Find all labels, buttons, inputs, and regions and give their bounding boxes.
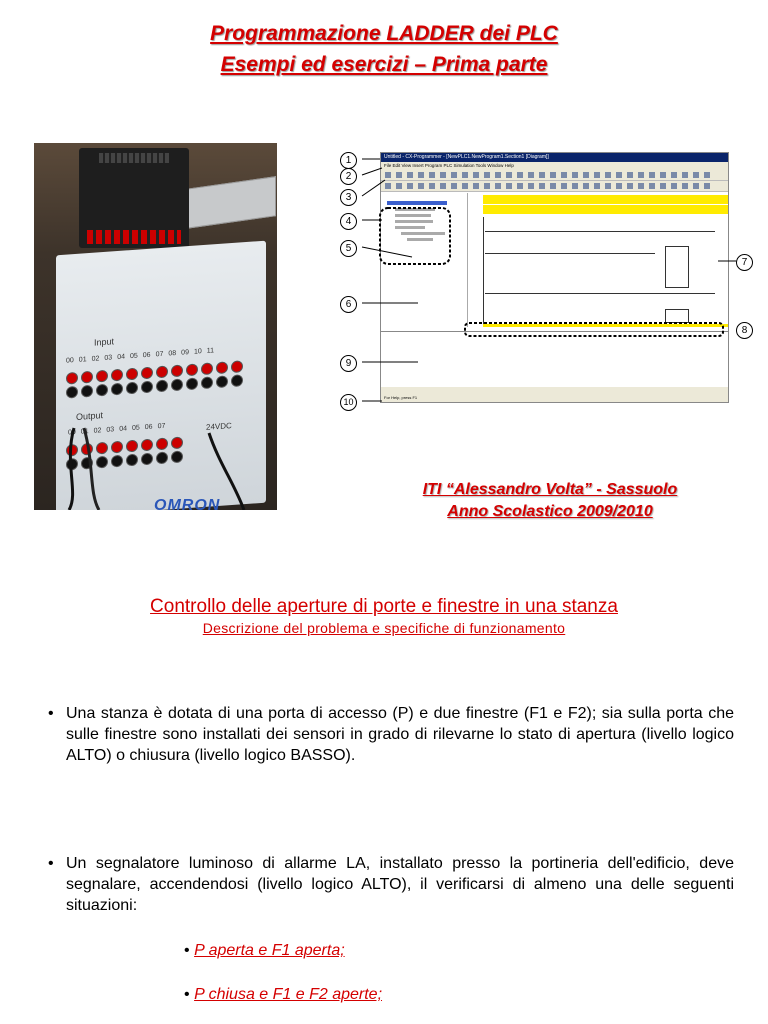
input-label: Input <box>94 336 115 348</box>
voltage-label: 24VDC <box>206 421 232 432</box>
paragraph-1 <box>48 703 734 766</box>
callout-10: 10 <box>340 394 357 411</box>
input-number: 01 <box>78 356 87 364</box>
bullet: • <box>48 855 54 872</box>
output-label: Output <box>76 410 104 422</box>
input-number: 03 <box>104 354 113 362</box>
output-number: 07 <box>157 422 166 431</box>
bullet: • <box>184 942 190 959</box>
menu-bar: File Edit View Insert Program PLC Simulation Tools Window Help <box>381 162 728 170</box>
output-number: 03 <box>106 426 115 434</box>
output-number: 04 <box>119 425 127 433</box>
status-bar: For Help, press F1 <box>381 394 728 402</box>
callout-2: 2 <box>340 168 357 185</box>
input-number: 05 <box>129 352 138 361</box>
output-number: 00 <box>68 428 76 437</box>
input-number: 00 <box>66 357 74 365</box>
document-title-line1: Programmazione LADDER dei PLC <box>210 22 558 45</box>
callout-7: 7 <box>736 254 753 271</box>
wires <box>34 143 277 510</box>
section-subtitle: Descrizione del problema e specifiche di funzionamento <box>202 620 566 636</box>
plc-trainer-photo <box>34 143 277 510</box>
input-number: 07 <box>155 350 164 359</box>
callout-8: 8 <box>736 322 753 339</box>
school-name: ITI “Alessandro Volta” - Sassuolo <box>422 481 678 498</box>
callout-9: 9 <box>340 355 357 372</box>
condition-1 <box>184 942 345 960</box>
window-title: Untitled - CX-Programmer - [NewPLC1.NewProgram1.Section1 [Diagram]] <box>381 153 728 162</box>
input-number: 11 <box>206 347 215 355</box>
callout-5: 5 <box>340 240 357 257</box>
condition-1-text: P aperta e F1 aperta; <box>194 942 345 959</box>
paragraph-2 <box>48 853 734 916</box>
paragraph-2-text: Un segnalatore luminoso di allarme LA, installato presso la portineria dell'edificio, deve segnalare, accendendosi (livello logico ALTO), il verificarsi di almeno una delle seguenti situazioni: <box>66 855 734 914</box>
output-number: 01 <box>80 428 89 436</box>
output-number: 02 <box>93 427 102 435</box>
input-number: 04 <box>117 353 125 362</box>
input-number: 10 <box>193 348 202 356</box>
output-number: 06 <box>144 423 153 432</box>
callout-6: 6 <box>340 296 357 313</box>
callout-3: 3 <box>340 189 357 206</box>
input-number: 02 <box>91 355 100 363</box>
paragraph-1-text: Una stanza è dotata di una porta di accesso (P) e due finestre (F1 e F2); sia sulla porta che sulle finestre sono installati dei sensori in grado di rilevarne lo stato di apertura (livello logico ALTO) o chiusura (livello logico BASSO). <box>66 705 734 764</box>
callout-1: 1 <box>340 152 357 169</box>
condition-2-text: P chiusa e F1 e F2 aperte; <box>194 986 383 1003</box>
omron-logo: OMRON <box>154 497 221 510</box>
input-number: 08 <box>168 349 177 358</box>
school-year: Anno Scolastico 2009/2010 <box>447 503 653 520</box>
document-title-line2: Esempi ed esercizi – Prima parte <box>220 53 548 76</box>
output-number: 05 <box>131 424 140 433</box>
condition-2 <box>184 986 382 1004</box>
section-title: Controllo delle aperture di porte e finestre in una stanza <box>150 596 618 617</box>
bullet: • <box>184 986 190 1003</box>
input-number: 06 <box>142 351 151 360</box>
callout-overlay <box>340 140 740 410</box>
callout-4: 4 <box>340 213 357 230</box>
input-number: 09 <box>181 349 189 357</box>
bullet: • <box>48 705 54 722</box>
